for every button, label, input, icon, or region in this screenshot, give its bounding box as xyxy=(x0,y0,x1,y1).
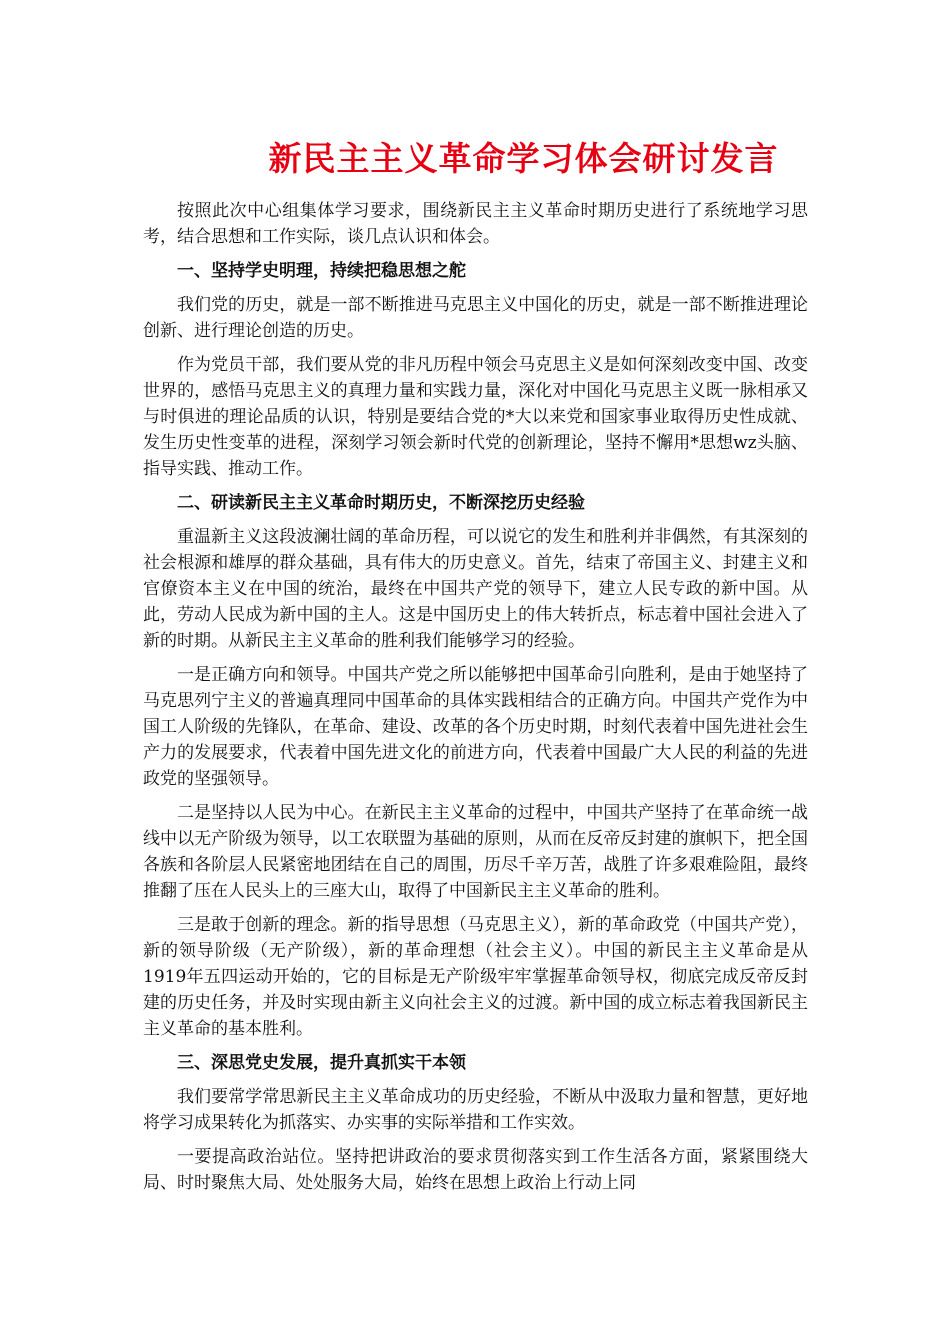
section-2-paragraph-3: 二是坚持以人民为中心。在新民主主义革命的过程中，中国共产坚持了在革命统一战线中以无产阶级为领导，以工农联盟为基础的原则，从而在反帝反封建的旗帜下，把全国各族和各阶层人民紧密地团结在自己的周围，历尽千辛万苦，战胜了许多艰难险阻，最终推翻了压在人民头上的三座大山，取得了中国新民主主义革命的胜利。 xyxy=(143,803,808,901)
section-1-heading: 一、坚持学史明理，持续把稳思想之舵 xyxy=(177,261,466,281)
intro-paragraph: 按照此次中心组集体学习要求，围绕新民主主义革命时期历史进行了系统地学习思考，结合思想和工作实际，谈几点认识和体会。 xyxy=(143,201,808,247)
section-2-paragraph-2: 一是正确方向和领导。中国共产党之所以能够把中国革命引向胜利，是由于她坚持了马克思列宁主义的普遍真理同中国革命的具体实践相结合的正确方向。中国共产党作为中国工人阶级的先锋队，在革命、建设、改革的各个历史时期，时刻代表着中国先进社会生产力的发展要求，代表着中国先进文化的前进方向，代表着中国最广大人民的利益的先进政党的坚强领导。 xyxy=(143,665,808,789)
section-2-heading: 二、研读新民主主义革命时期历史，不断深挖历史经验 xyxy=(177,493,585,513)
section-3-paragraph-1: 我们要常学常思新民主主义革命成功的历史经验，不断从中汲取力量和智慧，更好地将学习成果转化为抓落实、办实事的实际举措和工作实效。 xyxy=(143,1087,808,1133)
section-1-paragraph-1: 我们党的历史，就是一部不断推进马克思主义中国化的历史，就是一部不断推进理论创新、进行理论创造的历史。 xyxy=(143,295,808,341)
section-2-paragraph-4: 三是敢于创新的理念。新的指导思想（马克思主义），新的革命政党（中国共产党），新的领导阶级（无产阶级），新的革命理想（社会主义）。中国的新民主主义革命是从1919年五四运动开始的，它的目标是无产阶级牢牢掌握革命领导权，彻底完成反帝反封建的历史任务，并及时实现由新主义向社会主义的过渡。新中国的成立标志着我国新民主主义革命的基本胜利。 xyxy=(143,915,808,1039)
section-3-heading: 三、深思党史发展，提升真抓实干本领 xyxy=(177,1053,466,1073)
document-page xyxy=(143,130,808,1204)
section-3-paragraph-2: 一要提高政治站位。坚持把讲政治的要求贯彻落实到工作生活各方面，紧紧围绕大局、时时聚焦大局、处处服务大局，始终在思想上政治上行动上同 xyxy=(143,1147,808,1193)
section-2-paragraph-1: 重温新主义这段波澜壮阔的革命历程，可以说它的发生和胜利并非偶然，有其深刻的社会根源和雄厚的群众基础，具有伟大的历史意义。首先，结束了帝国主义、封建主义和官僚资本主义在中国的统治，最终在中国共产党的领导下，建立人民专政的新中国。从此，劳动人民成为新中国的主人。这是中国历史上的伟大转折点，标志着中国社会进入了新的时期。从新民主主义革命的胜利我们能够学习的经验。 xyxy=(143,527,808,651)
page-title: 新民主主义革命学习体会研讨发言 xyxy=(268,139,779,178)
section-1-paragraph-2: 作为党员干部，我们要从党的非凡历程中领会马克思主义是如何深刻改变中国、改变世界的，感悟马克思主义的真理力量和实践力量，深化对中国化马克思主义既一脉相承又与时俱进的理论品质的认识，特别是要结合党的*大以来党和国家事业取得历史性成就、发生历史性变革的进程，深刻学习领会新时代党的创新理论，坚持不懈用*思想wz头脑、指导实践、推动工作。 xyxy=(143,355,808,479)
